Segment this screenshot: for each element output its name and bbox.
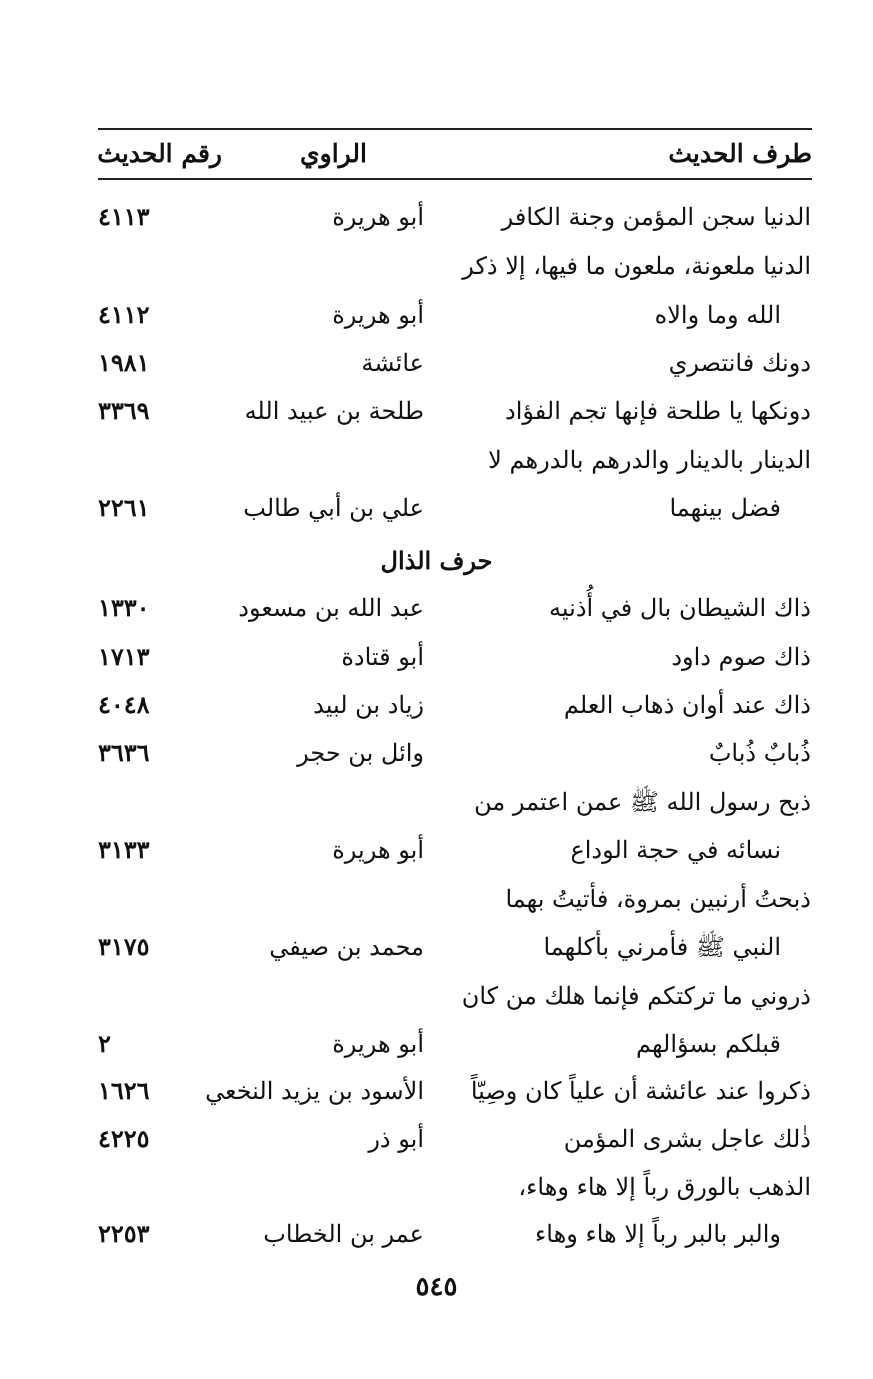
- narrator-text: وائل بن حجر: [297, 739, 424, 767]
- hadith-number: ١٧١٣: [98, 642, 150, 671]
- narrator-text: أبو هريرة: [332, 1030, 424, 1058]
- table-row: [0, 973, 873, 1019]
- hadith-number: ١٦٢٦: [98, 1076, 150, 1105]
- table-row: [0, 388, 873, 434]
- hadith-number: ٣١٣٣: [98, 835, 150, 864]
- hadith-text: نسائه في حجة الوداع: [570, 836, 781, 864]
- hadith-number: ٣٣٦٩: [98, 396, 150, 425]
- hadith-number: ٢٢٥٣: [98, 1219, 150, 1248]
- table-row: [0, 827, 873, 873]
- narrator-text: أبو هريرة: [332, 203, 424, 231]
- narrator-text: عبد الله بن مسعود: [238, 594, 424, 622]
- hadith-text: والبر بالبر رباً إلا هاء وهاء: [534, 1220, 781, 1248]
- hadith-text: الدنيا سجن المؤمن وجنة الكافر: [501, 203, 811, 231]
- section-title: حرف الذال: [380, 546, 493, 575]
- hadith-text: دونك فانتصري: [668, 349, 811, 377]
- table-row: [0, 485, 873, 531]
- hadith-text: فضل بينهما: [669, 494, 781, 522]
- table-row: [0, 634, 873, 680]
- column-header-narrator: الراوي: [300, 139, 367, 168]
- hadith-number: ٣١٧٥: [98, 932, 150, 961]
- hadith-text: ذكروا عند عائشة أن علياً كان وصِيّاً: [470, 1077, 811, 1105]
- table-row: [0, 924, 873, 970]
- narrator-text: زياد بن لبيد: [313, 691, 424, 719]
- narrator-text: الأسود بن يزيد النخعي: [205, 1077, 424, 1105]
- hadith-text: دونكها يا طلحة فإنها تجم الفؤاد: [505, 397, 811, 425]
- narrator-text: علي بن أبي طالب: [243, 494, 424, 522]
- narrator-text: عائشة: [361, 349, 424, 377]
- table-row: [0, 730, 873, 776]
- hadith-number: ٣٦٣٦: [98, 738, 150, 767]
- narrator-text: محمد بن صيفي: [269, 933, 424, 961]
- hadith-text: ذٰلك عاجل بشرى المؤمن: [563, 1125, 811, 1153]
- table-row: [0, 1116, 873, 1162]
- table-row: [0, 1068, 873, 1114]
- table-row: [0, 682, 873, 728]
- hadith-number: ٤٢٢٥: [98, 1124, 150, 1153]
- table-row: [0, 194, 873, 240]
- table-row: [0, 292, 873, 338]
- narrator-text: أبو ذر: [368, 1125, 424, 1153]
- table-row: [0, 876, 873, 922]
- hadith-text: ذروني ما تركتكم فإنما هلك من كان: [461, 982, 811, 1010]
- hadith-number: ٤١١٢: [98, 300, 150, 329]
- narrator-text: أبو هريرة: [332, 836, 424, 864]
- column-header-hadith: طرف الحديث: [668, 139, 812, 168]
- table-header: [98, 128, 812, 180]
- hadith-number: ٤٠٤٨: [98, 690, 150, 719]
- table-row: [0, 437, 873, 483]
- hadith-number: ١٩٨١: [98, 348, 150, 377]
- table-row: [0, 1211, 873, 1257]
- hadith-text: قبلكم بسؤالهم: [635, 1030, 781, 1058]
- hadith-text: الله وما والاه: [654, 301, 781, 329]
- table-row: [0, 779, 873, 825]
- hadith-text: ذبح رسول الله ﷺ عمن اعتمر من: [474, 788, 811, 816]
- hadith-number: ٢: [98, 1029, 111, 1058]
- hadith-text: ذاك صوم داود: [671, 643, 811, 671]
- hadith-text: ذبحتُ أرنبين بمروة، فأتيتُ بهما: [505, 885, 811, 913]
- table-row: [0, 243, 873, 289]
- page-number: ٥٤٥: [415, 1272, 458, 1302]
- narrator-text: أبو قتادة: [341, 643, 424, 671]
- narrator-text: طلحة بن عبيد الله: [244, 397, 424, 425]
- hadith-number: ٢٢٦١: [98, 493, 150, 522]
- column-header-number: رقم الحديث: [97, 139, 222, 168]
- hadith-text: ذُبابٌ ذُبابٌ: [708, 739, 811, 767]
- hadith-text: الذهب بالورق رباً إلا هاء وهاء،: [518, 1173, 811, 1201]
- table-row: [0, 585, 873, 631]
- hadith-text: ذاك الشيطان بال في أُذنيه: [549, 594, 811, 622]
- hadith-number: ١٣٣٠: [98, 593, 150, 622]
- table-row: [0, 1164, 873, 1210]
- table-row: [0, 340, 873, 386]
- hadith-number: ٤١١٣: [98, 202, 150, 231]
- hadith-text: الدينار بالدينار والدرهم بالدرهم لا: [488, 446, 811, 474]
- narrator-text: أبو هريرة: [332, 301, 424, 329]
- table-row: [0, 1021, 873, 1067]
- narrator-text: عمر بن الخطاب: [263, 1220, 424, 1248]
- hadith-text: ذاك عند أوان ذهاب العلم: [563, 691, 811, 719]
- hadith-text: الدنيا ملعونة، ملعون ما فيها، إلا ذكر: [462, 252, 811, 280]
- hadith-text: النبي ﷺ فأمرني بأكلهما: [543, 933, 781, 961]
